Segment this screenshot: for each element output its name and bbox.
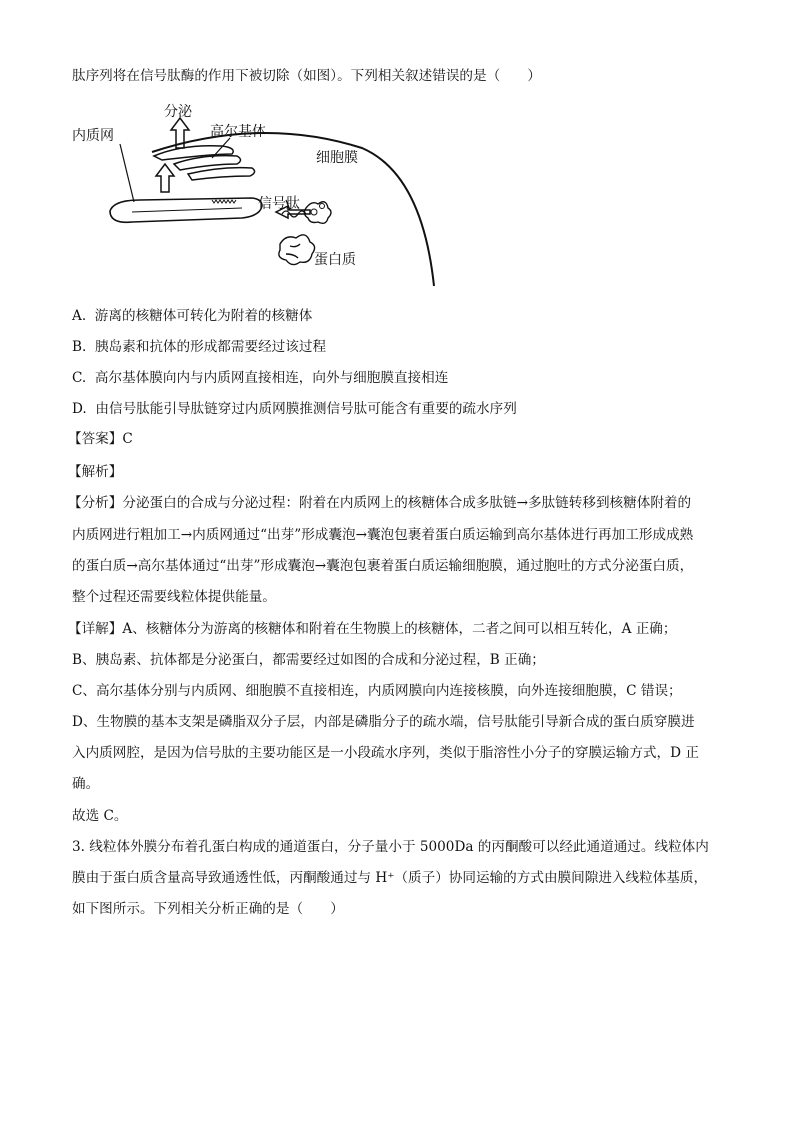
label-signal-peptide: 信号肽	[258, 196, 300, 212]
option-d-letter: D.	[72, 401, 87, 417]
golgi-stack-3	[188, 168, 255, 180]
fenxi-text-1: 分泌蛋白的合成与分泌过程：附着在内质网上的核糖体合成多肽链→多肽链转移到核糖体附着的	[122, 495, 692, 511]
answer-tag: 【答案】	[68, 431, 123, 447]
fenxi-tag: 【分析】	[68, 495, 123, 511]
xiangjie-line-5: 入内质网腔，是因为信号肽的主要功能区是一小段疏水序列，类似于脂溶性小分子的穿膜运输方式，D 正	[72, 745, 699, 761]
label-membrane: 细胞膜	[316, 150, 358, 166]
arrow-up-er-to-golgi	[156, 164, 174, 192]
xiangjie-text-1: A、核糖体分为游离的核糖体和附着在生物膜上的核糖体，二者之间可以相互转化，A 正确；	[122, 621, 677, 637]
q3-line-3: 如下图所示。下列相关分析正确的是（ ）	[72, 901, 344, 917]
diagram-svg	[62, 96, 442, 292]
xiangjie-tag: 【详解】	[68, 621, 123, 637]
option-b-letter: B.	[72, 339, 87, 355]
fenxi-line-1	[68, 493, 691, 513]
er-inner	[132, 208, 242, 212]
q3-line-2: 膜由于蛋白质含量高导致通透性低，丙酮酸通过与 H⁺（质子）协同运输的方式由膜间隙进入线粒体基质，	[72, 870, 708, 886]
label-protein: 蛋白质	[314, 252, 356, 268]
q3-line-1: 3. 线粒体外膜分布着孔蛋白构成的通道蛋白，分子量小于 5000Da 的丙酮酸可以经此通道通过。线粒体内	[72, 839, 709, 855]
fenxi-line-2: 内质网进行粗加工→内质网通过“出芽”形成囊泡→囊泡包裹着蛋白质运输到高尔基体进行再加工形成成熟	[72, 527, 694, 543]
option-c-text: 高尔基体膜向内与内质网直接相连，向外与细胞膜直接相连	[94, 370, 449, 386]
option-c-letter: C.	[72, 370, 87, 386]
option-b	[72, 337, 326, 357]
xiangjie-line-4: D、生物膜的基本支架是磷脂双分子层，内部是磷脂分子的疏水端，信号肽能引导新合成的蛋白质穿膜进	[72, 714, 695, 730]
protein-blob	[279, 235, 315, 265]
answer-value: C	[122, 431, 133, 447]
xiangjie-line-6: 确。	[72, 776, 100, 792]
option-d	[72, 399, 517, 419]
fenxi-line-4: 整个过程还需要线粒体提供能量。	[72, 589, 276, 605]
ribosome	[304, 202, 331, 224]
secretion-diagram	[62, 96, 442, 292]
option-d-text: 由信号肽能引导肽链穿过内质网膜推测信号肽可能含有重要的疏水序列	[95, 401, 517, 417]
label-golgi: 高尔基体	[210, 124, 266, 140]
xiangjie-line-1	[68, 619, 676, 639]
option-a	[72, 306, 312, 326]
option-a-text: 游离的核糖体可转化为附着的核糖体	[94, 308, 313, 324]
option-a-letter: A.	[72, 308, 87, 324]
option-c	[72, 368, 448, 388]
label-secretion: 分泌	[164, 104, 192, 120]
conclusion: 故选 C。	[72, 808, 128, 824]
answer-line	[68, 429, 133, 449]
xiangjie-line-2: B、胰岛素、抗体都是分泌蛋白，都需要经过如图的合成和分泌过程，B 正确；	[72, 652, 545, 668]
option-b-text: 胰岛素和抗体的形成都需要经过该过程	[94, 339, 327, 355]
analysis-tag: 【解析】	[68, 464, 123, 480]
label-er: 内质网	[72, 128, 114, 144]
xiangjie-line-3: C、高尔基体分别与内质网、细胞膜不直接相连，内质网膜向内连接核膜，向外连接细胞膜，C 错误；	[72, 683, 682, 699]
question-stem-tail: 肽序列将在信号肽酶的作用下被切除（如图）。下列相关叙述错误的是（ ）	[72, 68, 541, 84]
fenxi-line-3: 的蛋白质→高尔基体通过“出芽”形成囊泡→囊泡包裹着蛋白质运输细胞膜，通过胞吐的方式分泌蛋白质，	[72, 558, 694, 574]
